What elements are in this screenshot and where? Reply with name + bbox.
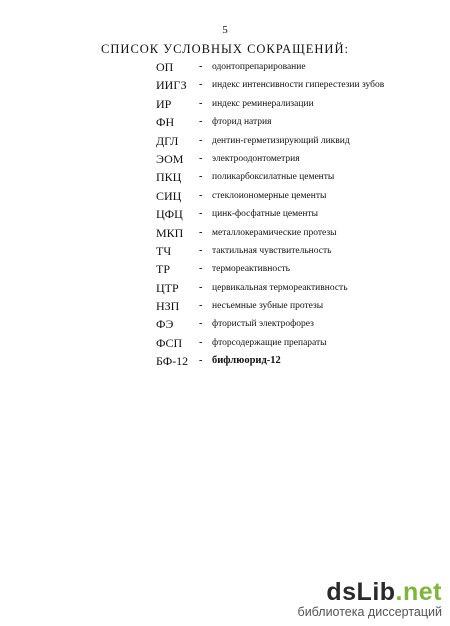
abbreviation-description: электроодонтометрия bbox=[212, 153, 300, 164]
abbreviation-row bbox=[0, 224, 450, 242]
watermark-subtitle: библиотека диссертаций bbox=[297, 605, 442, 619]
abbreviation-code: ОП bbox=[156, 60, 174, 74]
abbreviation-dash: - bbox=[199, 318, 203, 330]
abbreviation-row bbox=[0, 315, 450, 333]
abbreviation-row bbox=[0, 168, 450, 186]
abbreviation-code: ПКЦ bbox=[156, 170, 182, 185]
abbreviation-description: цервикальная термореактивность bbox=[212, 282, 348, 293]
abbreviation-dash: - bbox=[199, 152, 203, 164]
abbreviation-row bbox=[0, 334, 450, 352]
abbreviation-row bbox=[0, 58, 450, 76]
abbreviation-code: ЭОМ bbox=[156, 151, 184, 166]
abbreviation-row bbox=[0, 132, 450, 150]
abbreviation-row bbox=[0, 242, 450, 260]
abbreviation-dash: - bbox=[199, 244, 203, 256]
abbreviation-description: индекс интенсивности гиперестезии зубов bbox=[212, 80, 385, 91]
abbreviation-row bbox=[0, 279, 450, 297]
abbreviation-dash: - bbox=[199, 61, 203, 72]
logo-suffix-text: .net bbox=[395, 578, 442, 606]
abbreviation-code: МКП bbox=[156, 225, 184, 240]
abbreviation-code: СИЦ bbox=[156, 188, 182, 203]
abbreviation-dash: - bbox=[199, 263, 203, 275]
abbreviation-dash: - bbox=[199, 226, 203, 238]
abbreviation-description: поликарбоксилатные цементы bbox=[212, 172, 335, 183]
page-number: 5 bbox=[222, 24, 228, 36]
abbreviation-dash: - bbox=[199, 300, 203, 312]
abbreviation-row bbox=[0, 113, 450, 131]
abbreviation-description: металлокерамические протезы bbox=[212, 227, 337, 238]
abbreviation-code: ТЧ bbox=[156, 243, 172, 258]
abbreviation-code: ЦФЦ bbox=[156, 207, 183, 222]
abbreviation-dash: - bbox=[199, 134, 203, 146]
abbreviation-description: стеклоиономерные цементы bbox=[212, 190, 327, 201]
abbreviation-dash: - bbox=[199, 355, 203, 367]
abbreviation-description: термореактивность bbox=[212, 264, 291, 275]
abbreviation-code: ИИГЗ bbox=[156, 78, 187, 93]
page-title: СПИСОК УСЛОВНЫХ СОКРАЩЕНИЙ: bbox=[101, 42, 349, 56]
abbreviation-row bbox=[0, 187, 450, 205]
abbreviation-row bbox=[0, 352, 450, 370]
abbreviation-code: ДГЛ bbox=[156, 133, 179, 148]
abbreviation-list bbox=[0, 58, 450, 371]
abbreviation-dash: - bbox=[199, 189, 203, 201]
abbreviation-code: ЦТР bbox=[156, 280, 179, 295]
abbreviation-code: ИР bbox=[156, 96, 172, 111]
abbreviation-row bbox=[0, 260, 450, 278]
abbreviation-code: БФ-12 bbox=[156, 354, 189, 369]
abbreviation-dash: - bbox=[199, 79, 203, 91]
abbreviation-dash: - bbox=[199, 336, 203, 348]
abbreviation-row bbox=[0, 297, 450, 315]
abbreviation-row bbox=[0, 150, 450, 168]
abbreviation-code: ФЭ bbox=[156, 317, 174, 332]
abbreviation-dash: - bbox=[199, 281, 203, 293]
abbreviation-code: НЗП bbox=[156, 299, 180, 314]
logo-main-text: dsLib bbox=[326, 578, 396, 606]
abbreviation-description: одонтопрепарирование bbox=[212, 62, 306, 72]
abbreviation-dash: - bbox=[199, 116, 203, 128]
abbreviation-description: дентин-герметизирующий ликвид bbox=[212, 135, 350, 146]
abbreviation-dash: - bbox=[199, 171, 203, 183]
dslib-logo bbox=[298, 579, 442, 605]
dslib-watermark bbox=[298, 579, 442, 620]
abbreviation-description: тактильная чувствительность bbox=[212, 245, 332, 256]
abbreviation-description: цинк-фосфатные цементы bbox=[212, 209, 318, 220]
abbreviation-description: бифлюорид-12 bbox=[212, 355, 281, 367]
abbreviation-description: фторсодержащие препараты bbox=[212, 337, 327, 348]
abbreviation-dash: - bbox=[199, 97, 203, 109]
abbreviation-code: ФСП bbox=[156, 335, 183, 350]
abbreviation-row bbox=[0, 95, 450, 113]
abbreviation-code: ФН bbox=[156, 115, 175, 130]
abbreviation-row bbox=[0, 76, 450, 94]
abbreviation-description: фтористый электрофорез bbox=[212, 319, 314, 330]
abbreviation-row bbox=[0, 205, 450, 223]
abbreviation-description: несъемные зубные протезы bbox=[212, 301, 324, 312]
abbreviation-description: индекс реминерализации bbox=[212, 98, 314, 109]
abbreviation-description: фторид натрия bbox=[212, 117, 272, 128]
abbreviation-code: ТР bbox=[156, 262, 171, 277]
abbreviation-dash: - bbox=[199, 208, 203, 220]
